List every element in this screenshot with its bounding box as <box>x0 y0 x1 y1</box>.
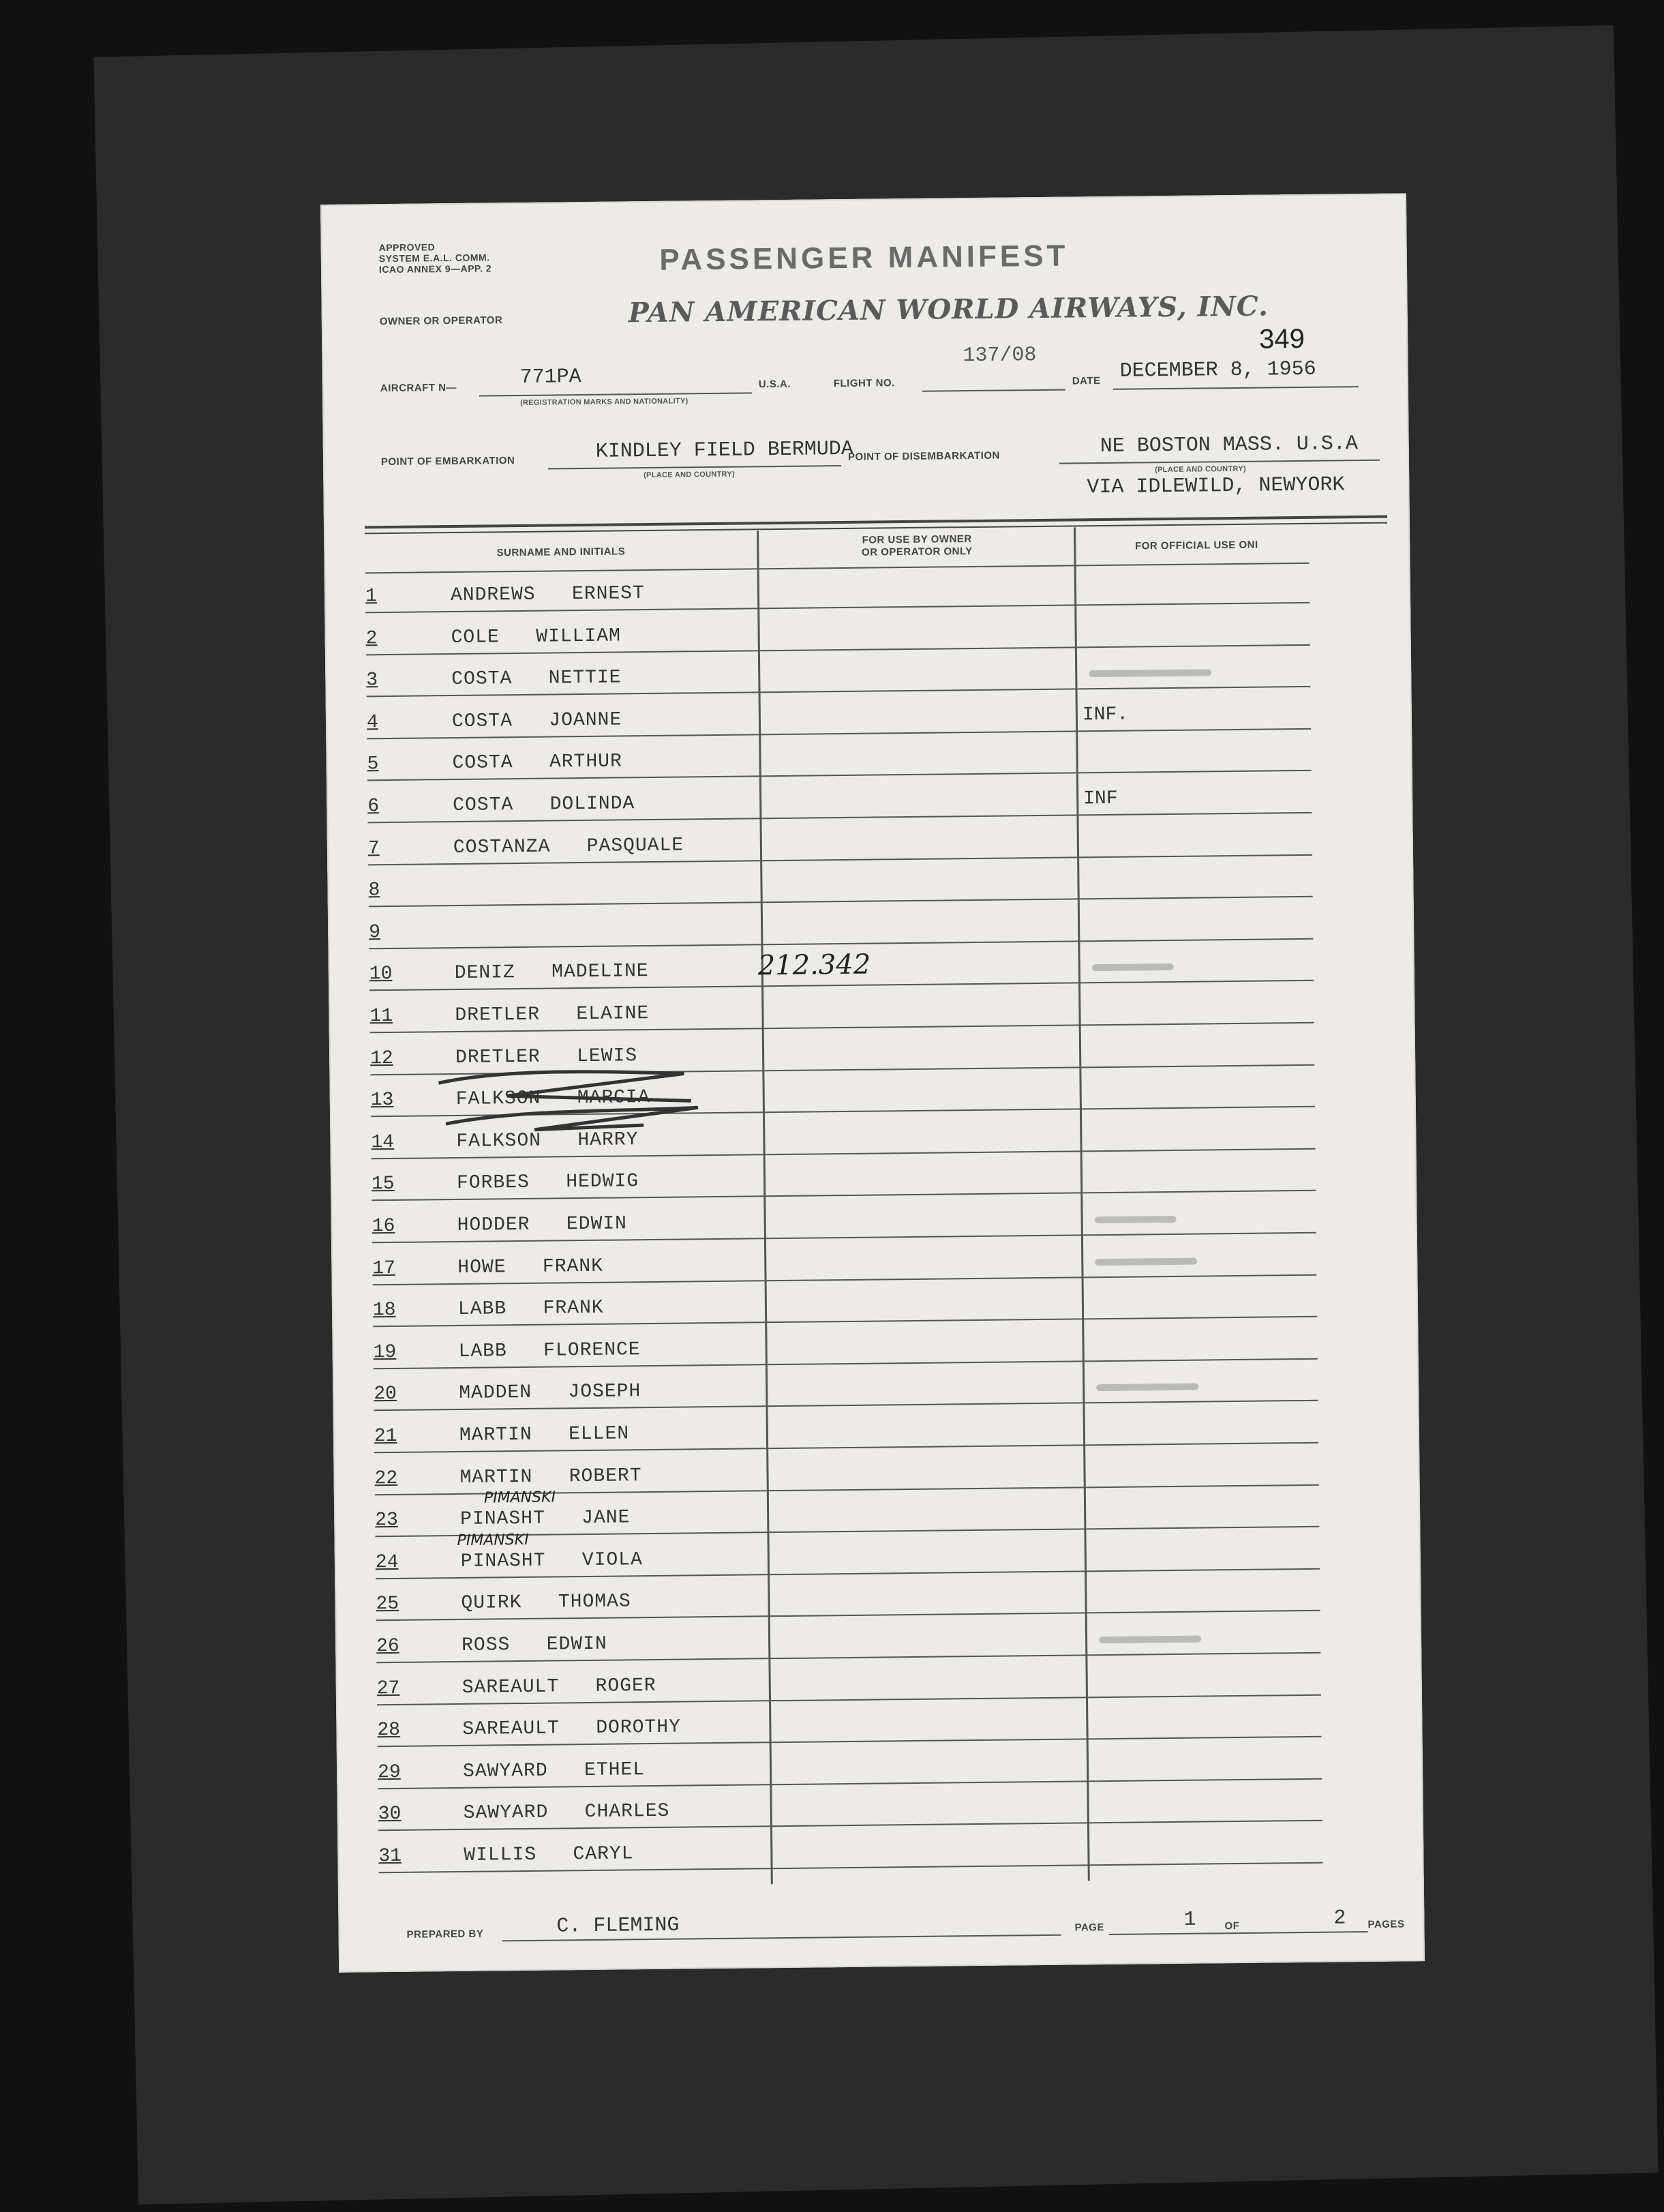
row-number: 24 <box>375 1551 399 1574</box>
row-number: 6 <box>367 796 380 818</box>
date-value: DECEMBER 8, 1956 <box>1119 357 1316 383</box>
owner-label: OWNER OR OPERATOR <box>379 314 503 328</box>
via-line: VIA IDLEWILD, NEWYORK <box>1087 473 1345 500</box>
handwritten-owner-note: 212.342 <box>757 949 871 982</box>
row-number: 5 <box>367 753 379 775</box>
row-number: 14 <box>371 1131 395 1154</box>
aircraft-value: 771PA <box>519 365 581 389</box>
row-number: 13 <box>370 1090 394 1111</box>
header-surname: SURNAME AND INITIALS <box>496 545 626 559</box>
page-value: 1 <box>1183 1908 1196 1932</box>
row-number: 28 <box>377 1720 401 1742</box>
ink-smudge <box>1096 1384 1198 1392</box>
row-number: 10 <box>369 963 393 985</box>
flight-label: FLIGHT NO. <box>833 377 895 390</box>
row-number: 26 <box>376 1635 399 1658</box>
passenger-name: MADDEN JOSEPH <box>459 1381 641 1405</box>
row-number: 12 <box>369 1047 393 1069</box>
row-number: 30 <box>378 1804 402 1825</box>
handwritten-correction: PIMANSKI <box>483 1489 556 1507</box>
passenger-name: ROSS EDWIN <box>461 1633 607 1656</box>
row-number: 3 <box>366 670 378 691</box>
embarkation-value: KINDLEY FIELD BERMUDA <box>595 437 854 464</box>
passenger-name: COSTANZA PASQUALE <box>453 835 684 858</box>
ink-smudge <box>1092 963 1174 971</box>
prepared-label: PREPARED BY <box>406 1928 484 1941</box>
row-rule <box>369 896 1313 908</box>
of-label: OF <box>1224 1920 1240 1932</box>
prepared-value: C. FLEMING <box>556 1913 680 1939</box>
handwritten-correction: PIMANSKI <box>457 1531 529 1549</box>
strike-scribble-row8 <box>438 1071 691 1103</box>
row-number: 20 <box>374 1384 397 1405</box>
row-number: 11 <box>369 1005 393 1028</box>
passenger-name: FALKSON MARCIA <box>455 1087 650 1111</box>
ink-smudge <box>1095 1257 1197 1266</box>
row-number: 17 <box>372 1257 396 1279</box>
airline-name: PAN AMERICAN WORLD AIRWAYS, INC. <box>628 290 1269 329</box>
passenger-name: PINASHT JANE <box>460 1507 631 1531</box>
row-number: 8 <box>368 880 380 901</box>
stamped-page-number: 349 <box>1258 323 1305 355</box>
form-title: PASSENGER MANIFEST <box>659 239 1069 277</box>
header-owner-use-line: FOR USE BY OWNER <box>862 533 972 546</box>
row-number: 16 <box>372 1215 395 1238</box>
passenger-name: MARTIN ROBERT <box>459 1465 642 1489</box>
row-number: 2 <box>365 627 378 649</box>
approval-line: APPROVED <box>378 241 436 254</box>
disembarkation-label: POINT OF DISEMBARKATION <box>847 449 1000 463</box>
registration-caption: (REGISTRATION MARKS AND NATIONALITY) <box>520 397 689 407</box>
passenger-name: QUIRK THOMAS <box>461 1591 631 1615</box>
strike-scribble-row9 <box>446 1107 698 1131</box>
header-underline <box>365 563 1310 574</box>
row-number: 9 <box>369 921 381 944</box>
row-number: 27 <box>376 1677 400 1699</box>
embarkation-underline <box>548 465 841 470</box>
passenger-name: COSTA DOLINDA <box>453 793 635 817</box>
disembarkation-underline <box>1059 460 1380 464</box>
header-owner-use-line: OR OPERATOR ONLY <box>861 545 973 558</box>
passenger-name: SAWYARD CHARLES <box>463 1801 670 1825</box>
row-number: 29 <box>377 1761 401 1784</box>
row-number: 31 <box>378 1845 402 1868</box>
embarkation-caption: (PLACE AND COUNTRY) <box>644 470 736 480</box>
row-number: 4 <box>366 711 378 734</box>
aircraft-label: AIRCRAFT N— <box>380 381 457 395</box>
flight-value: 137/08 <box>963 344 1037 368</box>
page-label: PAGE <box>1074 1922 1105 1934</box>
passenger-name: MARTIN ELLEN <box>459 1423 630 1446</box>
passenger-name: FALKSON HARRY <box>456 1129 639 1152</box>
official-use-entry: INF. <box>1082 704 1129 726</box>
passenger-name: HOWE FRANK <box>457 1255 604 1279</box>
row-number: 18 <box>372 1300 396 1321</box>
usa-label: U.S.A. <box>758 378 791 391</box>
official-use-entry: INF <box>1083 788 1118 810</box>
row-number: 25 <box>376 1594 399 1615</box>
header-owner-use <box>760 532 1074 560</box>
passenger-name: LABB FRANK <box>457 1297 604 1321</box>
ink-smudge <box>1095 1216 1177 1223</box>
aircraft-underline <box>479 392 752 396</box>
row-rule <box>369 938 1313 950</box>
row-number: 23 <box>375 1510 398 1531</box>
embarkation-label: POINT OF EMBARKATION <box>380 455 515 468</box>
approval-line: SYSTEM E.A.L. COMM. <box>378 252 490 265</box>
date-underline <box>1113 386 1359 390</box>
row-number: 1 <box>365 586 377 608</box>
disembarkation-value: NE BOSTON MASS. U.S.A <box>1100 432 1359 459</box>
row-number: 19 <box>373 1341 397 1364</box>
passenger-name: COSTA NETTIE <box>451 667 622 691</box>
row-number: 21 <box>374 1425 397 1448</box>
passenger-name: DENIZ MADELINE <box>454 961 649 985</box>
pages-label: PAGES <box>1367 1918 1405 1931</box>
passenger-name: SAWYARD ETHEL <box>462 1759 646 1782</box>
approval-line: ICAO ANNEX 9—APP. 2 <box>378 263 492 275</box>
passenger-name: DRETLER LEWIS <box>455 1045 638 1068</box>
row-number: 7 <box>367 837 380 859</box>
table-top-rule <box>365 515 1387 529</box>
passenger-name: FORBES HEDWIG <box>456 1171 639 1195</box>
ink-smudge <box>1089 670 1211 678</box>
passenger-name: DRETLER ELAINE <box>455 1003 650 1026</box>
passenger-name: WILLIS CARYL <box>464 1843 634 1866</box>
passenger-name: PINASHT VIOLA <box>460 1549 644 1572</box>
header-official-use: FOR OFFICIAL USE ONI <box>1134 539 1258 552</box>
passenger-name: COLE WILLIAM <box>451 625 622 648</box>
passenger-name: HODDER EDWIN <box>457 1213 628 1236</box>
passenger-name: LABB FLORENCE <box>458 1339 641 1362</box>
passenger-name: COSTA JOANNE <box>451 709 622 732</box>
of-value: 2 <box>1333 1907 1346 1930</box>
passenger-name: SAREAULT ROGER <box>462 1675 656 1699</box>
date-label: DATE <box>1072 375 1101 387</box>
manifest-sheet <box>320 193 1425 1973</box>
struck-out-entries <box>425 1060 712 1144</box>
ink-smudge <box>1099 1636 1201 1644</box>
passenger-name: SAREAULT DOROTHY <box>462 1716 682 1741</box>
row-number: 15 <box>371 1174 395 1195</box>
disembarkation-caption: (PLACE AND COUNTRY) <box>1155 464 1247 475</box>
passenger-name: COSTA ARTHUR <box>452 751 622 775</box>
row-number: 22 <box>374 1467 398 1489</box>
passenger-name: ANDREWS ERNEST <box>450 583 646 607</box>
flight-underline <box>922 389 1065 392</box>
